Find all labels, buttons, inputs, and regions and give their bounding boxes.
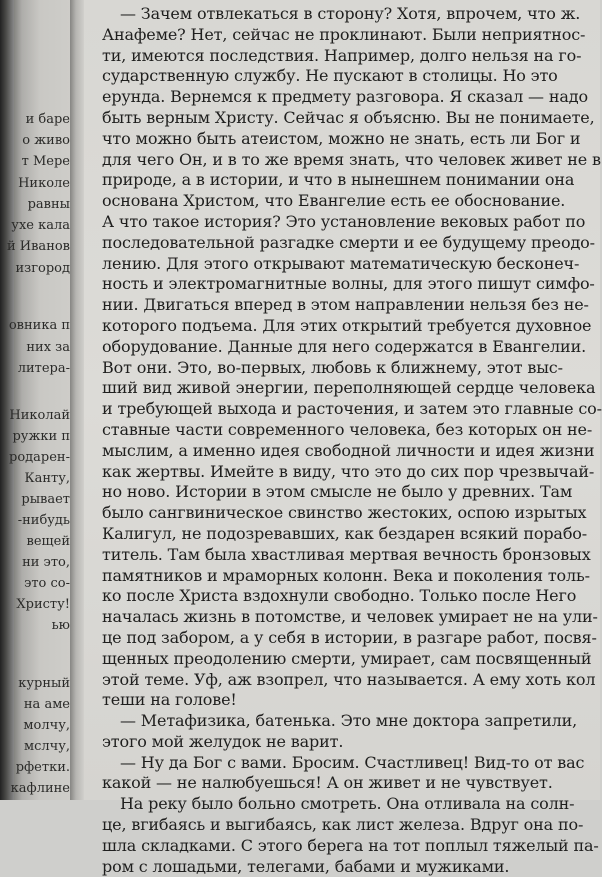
text-line: — Зачем отвлекаться в сторону? Хотя, впрочем, что ж. <box>120 4 581 23</box>
text-line: А что такое история? Это установление вековых работ по <box>102 211 586 231</box>
facing-fragment: овника п <box>8 318 70 333</box>
facing-fragment: и баре <box>25 112 70 127</box>
text-line: ти, имеются последствия. Например, долго нельзя на го- <box>102 45 582 65</box>
facing-fragment: мслчу, <box>23 739 70 754</box>
text-line: титель. Там была хвастливая мертвая вечность бронзовых <box>102 544 591 564</box>
text-line: нии. Двигаться вперед в этом направлении нельзя без не- <box>102 295 589 315</box>
facing-fragment: Христу! <box>16 597 70 612</box>
text-line: На реку было больно смотреть. Она отливала на солн- <box>120 794 575 814</box>
text-line: ность и электромагнитные волны, для этого пишут симфо- <box>102 274 595 294</box>
facing-fragment: изгород <box>15 261 70 276</box>
facing-fragment: ухе кала <box>11 218 70 233</box>
text-line: теши на голове! <box>102 690 237 710</box>
facing-fragment: них за <box>26 340 70 355</box>
text-line: основана Христом, что Евангелие есть ее обоснование. <box>102 191 566 211</box>
text-line: сударственную службу. Не пускают в столицы. Но это <box>102 66 558 86</box>
facing-fragment: ружки п <box>12 429 70 444</box>
text-line: как жертвы. Имейте в виду, что это до сих пор чрезвычай- <box>102 461 595 481</box>
facing-fragment: Николай <box>9 408 70 423</box>
text-line: что можно быть атеистом, можно не знать, есть ли Бог и <box>102 128 581 148</box>
text-line: ший вид живой энергии, переполняющей сердце человека <box>102 378 596 398</box>
facing-fragment: кафлине <box>10 781 70 796</box>
text-line: оборудование. Данные для него содержатся в Евангелии. <box>102 336 587 356</box>
body-text <box>102 4 602 877</box>
facing-fragment: Николе <box>18 176 70 191</box>
text-line: лению. Для этого открывают математическую бесконеч- <box>102 253 580 273</box>
page-gutter-shadow <box>70 0 84 800</box>
text-line: для чего Он, и в то же время знать, что человек живет не в <box>102 149 601 169</box>
text-line: и требующей выхода и расточения, и затем это главные со- <box>102 399 602 419</box>
facing-fragment: родарен- <box>9 450 70 465</box>
facing-fragment: Канту, <box>24 471 70 486</box>
text-line: памятников и мраморных колонн. Века и поколения толь- <box>102 565 590 585</box>
text-line: этого мой желудок не варит. <box>102 731 344 751</box>
facing-fragment: -нибудь <box>17 513 70 528</box>
text-line: Калигул, не подозревавших, как бездарен всякий порабо- <box>102 523 588 543</box>
text-line: природе, а в истории, и что в нынешнем понимании она <box>102 170 575 190</box>
text-line: ставные части современного человека, без которых он не- <box>102 419 593 439</box>
text-line: Анафеме? Нет, сейчас не проклинают. Были неприятнос- <box>102 24 586 44</box>
facing-fragment: ни это, <box>22 555 70 570</box>
text-line: ко после Христа вздохнули свободно. Только после Него <box>102 586 577 606</box>
text-line: этой теме. Уф, аж взопрел, что называется. А ему хоть кол <box>102 669 596 689</box>
text-line: Вот они. Это, во-первых, любовь к ближнему, этот выс- <box>102 357 563 377</box>
text-line: но ново. Истории в этом смысле не было у древних. Там <box>102 482 573 502</box>
text-line: было сангвиническое свинство жестоких, оспою изрытых <box>102 503 587 523</box>
facing-fragment: равны <box>27 197 70 212</box>
text-line: шла складками. С этого берега на тот поплыл тяжелый па- <box>102 835 599 855</box>
facing-fragment: курный <box>18 676 70 691</box>
text-line: началась жизнь в потомстве, и человек умирает не на ули- <box>102 607 598 627</box>
text-line: ром с лошадьми, телегами, бабами и мужиками. <box>102 856 510 876</box>
facing-fragment: литера- <box>17 361 70 376</box>
facing-page <box>6 0 74 800</box>
facing-fragment: т Мере <box>21 154 70 169</box>
facing-fragment: рывает <box>21 492 70 507</box>
facing-fragment: молчу, <box>23 718 70 733</box>
text-line: — Метафизика, батенька. Это мне доктора запретили, <box>120 711 578 731</box>
facing-fragment: вещей <box>26 534 70 549</box>
facing-fragment: й Иванов <box>6 239 70 254</box>
facing-fragment: о живо <box>22 133 70 148</box>
text-line: це, вгибаясь и выгибаясь, как лист железа. Вдруг она по- <box>102 815 584 835</box>
text-line: быть верным Христу. Сейчас я объясню. Вы не понимаете, <box>102 107 595 127</box>
text-line: какой — не налюбуешься! А он живет и не чувствует. <box>102 773 553 793</box>
text-line: мыслим, а именно идея свободной личности и идея жизни <box>102 440 595 460</box>
text-line: це под забором, а у себя в истории, в разгаре работ, посвя- <box>102 627 597 647</box>
book-binding-edge <box>0 0 14 800</box>
text-line: ерунда. Вернемся к предмету разговора. Я сказал — надо <box>102 87 588 107</box>
facing-fragment: рфетки. <box>15 760 70 775</box>
main-page <box>84 0 602 876</box>
text-line: — Ну да Бог с вами. Бросим. Счастливец! Вид-то от вас <box>120 752 585 772</box>
facing-fragment: это со- <box>24 576 70 591</box>
text-line: которого подъема. Для этих открытий требуется духовное <box>102 315 592 335</box>
text-line: щенных преодолению смерти, умирает, сам посвященный <box>102 648 592 668</box>
facing-fragment: на аме <box>23 697 70 712</box>
text-line: последовательной разгадке смерти и ее будущему преодо- <box>102 232 595 252</box>
facing-fragment: ью <box>51 618 70 633</box>
